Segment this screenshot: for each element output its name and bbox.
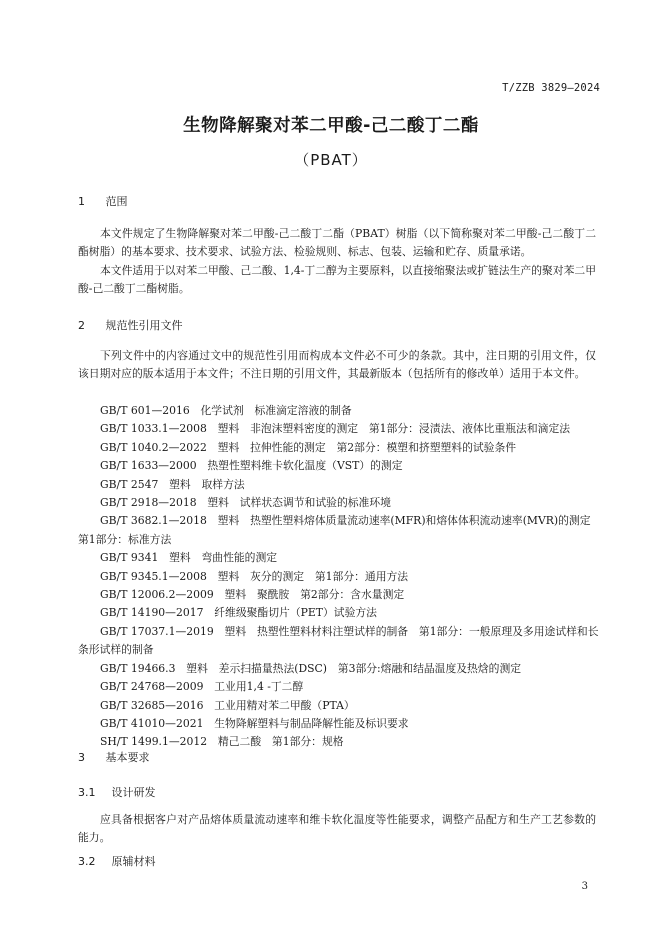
section-title: 范围 <box>105 195 128 208</box>
section-heading-scope <box>78 193 128 209</box>
list-item: GB/T 2918—2018 塑料 试样状态调节和试验的标准环境 <box>100 496 391 510</box>
list-item: GB/T 24768—2009 工业用1,4 -丁二醇 <box>100 680 304 694</box>
list-item: GB/T 32685—2016 工业用精对苯二甲酸（PTA） <box>100 698 355 712</box>
list-item: GB/T 3682.1—2018 塑料 热塑性塑料熔体质量流动速率(MFR)和熔体体积流动速率(MVR)的测定 第1部分：标准方法 <box>78 514 602 546</box>
list-item: GB/T 19466.3 塑料 差示扫描量热法(DSC) 第3部分:熔融和结晶温度及热焓的测定 <box>100 661 522 675</box>
document-title: 生物降解聚对苯二甲酸-己二酸丁二酯 <box>183 116 479 136</box>
subsection-heading-design <box>78 784 156 800</box>
section-heading-basic <box>78 749 150 765</box>
standard-code: T/ZZB 3829—2024 <box>502 82 600 94</box>
scope-paragraph-2: 本文件适用于以对苯二甲酸、己二酸、1,4-丁二醇为主要原料，以直接缩聚法或扩链法生产的聚对苯二甲酸-己二酸丁二酯树脂。 <box>78 264 596 295</box>
list-item: GB/T 601—2016 化学试剂 标准滴定溶液的制备 <box>100 404 352 417</box>
page-number: 3 <box>581 881 588 892</box>
section-heading-normative <box>78 317 183 333</box>
list-item: GB/T 9341 塑料 弯曲性能的测定 <box>100 551 278 565</box>
list-item: GB/T 2547 塑料 取样方法 <box>100 477 245 491</box>
section-number: 2 <box>78 319 85 332</box>
subsection-number: 3.2 <box>78 855 96 868</box>
subsection-heading-materials <box>78 853 156 869</box>
subsection-title: 原辅材料 <box>111 855 156 868</box>
section-title: 规范性引用文件 <box>105 319 183 332</box>
section-number: 3 <box>78 751 85 764</box>
design-paragraph: 应具备根据客户对产品熔体质量流动速率和维卡软化温度等性能要求，调整产品配方和生产工艺参数的能力。 <box>78 813 596 844</box>
list-item: GB/T 1633—2000 热塑性塑料维卡软化温度（VST）的测定 <box>100 459 403 473</box>
section-title: 基本要求 <box>105 751 150 764</box>
scope-paragraph-1: 本文件规定了生物降解聚对苯二甲酸-己二酸丁二酯（PBAT）树脂（以下简称聚对苯二甲酸-己二酸丁二酯树脂）的基本要求、技术要求、试验方法、检验规则、标志、包装、运输和贮存、质量承诺。 <box>78 227 596 258</box>
subsection-number: 3.1 <box>78 786 96 799</box>
document-subtitle: （PBAT） <box>294 151 368 169</box>
list-item: GB/T 9345.1—2008 塑料 灰分的测定 第1部分：通用方法 <box>100 569 409 583</box>
list-item: GB/T 41010—2021 生物降解塑料与制品降解性能及标识要求 <box>100 716 409 730</box>
list-item: SH/T 1499.1—2012 精己二酸 第1部分：规格 <box>100 735 344 749</box>
normative-intro: 下列文件中的内容通过文中的规范性引用而构成本文件必不可少的条款。其中，注日期的引用文件，仅该日期对应的版本适用于本文件；不注日期的引用文件，其最新版本（包括所有的修改单）适用于本文件。 <box>78 349 596 380</box>
section-number: 1 <box>78 195 85 208</box>
list-item: GB/T 12006.2—2009 塑料 聚酰胺 第2部分：含水量测定 <box>100 588 405 602</box>
list-item: GB/T 1040.2—2022 塑料 拉伸性能的测定 第2部分：模塑和挤塑塑料的试验条件 <box>100 440 517 454</box>
list-item: GB/T 17037.1—2019 塑料 热塑性塑料材料注塑试样的制备 第1部分：一般原理及多用途试样和长条形试样的制备 <box>78 624 599 657</box>
list-item: GB/T 14190—2017 纤维级聚酯切片（PET）试验方法 <box>100 606 377 620</box>
subsection-title: 设计研发 <box>111 786 156 799</box>
list-item: GB/T 1033.1—2008 塑料 非泡沫塑料密度的测定 第1部分：浸渍法、液体比重瓶法和滴定法 <box>100 422 571 436</box>
reference-list <box>78 402 600 752</box>
